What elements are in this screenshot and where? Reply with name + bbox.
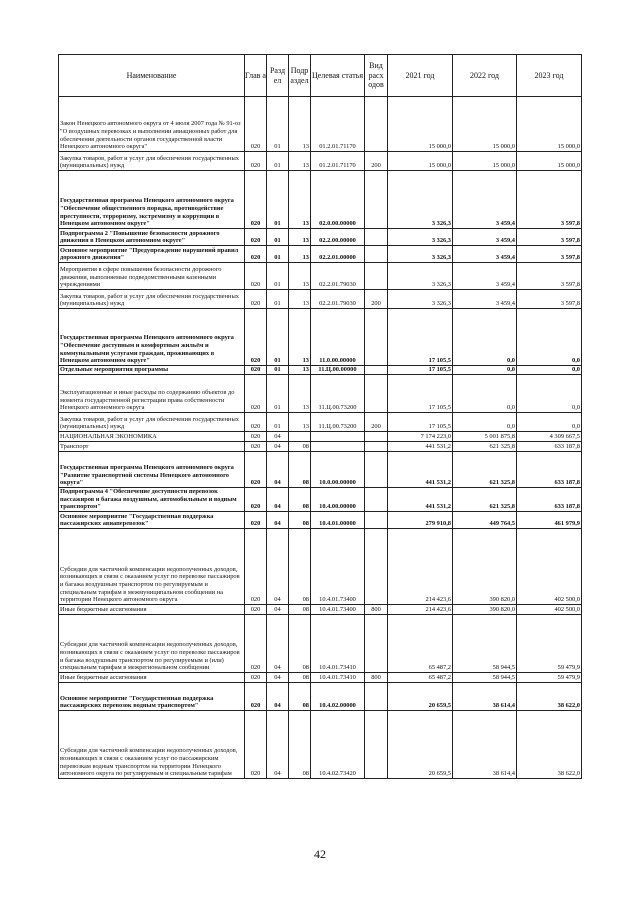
- row-name: Отдельные мероприятия программы: [59, 366, 245, 375]
- row-podrazdel: 13: [289, 152, 311, 171]
- row-expense-type: [365, 246, 388, 263]
- row-podrazdel: 08: [289, 452, 311, 488]
- row-target-article: 02.2.00.00000: [311, 229, 365, 246]
- row-target-article: 02.0.00.00000: [311, 171, 365, 229]
- row-2021: 20 659,5: [388, 711, 453, 779]
- row-target-article: 11.Ц.00.73200: [311, 375, 365, 413]
- row-2023: 3 597,8: [517, 263, 582, 290]
- row-razdel: 01: [267, 97, 289, 152]
- row-podrazdel: 13: [289, 290, 311, 309]
- row-2022: 3 459,4: [453, 263, 517, 290]
- row-2023: 402 500,0: [517, 529, 582, 605]
- header-target-article: Целевая статья: [311, 55, 365, 97]
- header-expense-type: Вид расх одов: [365, 55, 388, 97]
- row-2022: 621 325,8: [453, 442, 517, 452]
- row-expense-type: [365, 512, 388, 529]
- row-2022: 621 325,8: [453, 452, 517, 488]
- row-razdel: 01: [267, 246, 289, 263]
- table-row: [59, 432, 582, 442]
- row-razdel: 04: [267, 605, 289, 615]
- row-2022: 38 614,4: [453, 711, 517, 779]
- row-2021: 214 423,6: [388, 605, 453, 615]
- row-name: Закупка товаров, работ и услуг для обеспечения государственных (муниципальных) нужд: [59, 290, 245, 309]
- row-podrazdel: 13: [289, 171, 311, 229]
- row-2021: 15 000,0: [388, 152, 453, 171]
- row-2021: 441 531,2: [388, 488, 453, 512]
- row-expense-type: 200: [365, 413, 388, 432]
- row-2021: 441 531,2: [388, 442, 453, 452]
- table-row: [59, 442, 582, 452]
- row-name: Закупка товаров, работ и услуг для обеспечения государственных (муниципальных) нужд: [59, 152, 245, 171]
- row-name: Закон Ненецкого автономного округа от 4 июля 2007 года № 91-оз "О воздушных перевозках и выполнении авиационных работ для обеспечения деятельности органов государственной власти Ненецкого автономного округа": [59, 97, 245, 152]
- row-glava: 020: [245, 413, 267, 432]
- row-podrazdel: 13: [289, 375, 311, 413]
- row-2022: 5 001 875,8: [453, 432, 517, 442]
- row-2022: 15 000,0: [453, 152, 517, 171]
- table-row: [59, 615, 582, 673]
- row-razdel: 01: [267, 171, 289, 229]
- row-name: Субсидии для частичной компенсации недополученных доходов, возникающих в связи с оказанием услуг по перевозке пассажиров и багажа воздушным транспортом по регулируемым и специальным тарифам в межмуниципальном сообщении на территории Ненецкого автономного округа: [59, 529, 245, 605]
- row-target-article: 11.0.00.00000: [311, 309, 365, 366]
- row-glava: 020: [245, 229, 267, 246]
- row-2021: 3 326,3: [388, 290, 453, 309]
- table-row: [59, 366, 582, 375]
- row-name: Государственная программа Ненецкого автономного округа "Обеспечение общественного порядка, противодействие преступности, терроризму, экстремизму и коррупции в Ненецком автономном округе": [59, 171, 245, 229]
- row-target-article: 10.0.00.00000: [311, 452, 365, 488]
- table-row: [59, 97, 582, 152]
- row-2023: 38 622,0: [517, 711, 582, 779]
- row-razdel: 04: [267, 711, 289, 779]
- row-2023: 3 597,8: [517, 229, 582, 246]
- row-2022: 0,0: [453, 366, 517, 375]
- row-podrazdel: 08: [289, 488, 311, 512]
- row-2021: 15 000,0: [388, 97, 453, 152]
- row-glava: 020: [245, 290, 267, 309]
- row-name: Основное мероприятие "Государственная поддержка пассажирских авиаперевозок": [59, 512, 245, 529]
- row-name: Основное мероприятие "Государственная поддержка пассажирских перевозок водным транспортом": [59, 683, 245, 711]
- row-target-article: [311, 432, 365, 442]
- row-razdel: 04: [267, 673, 289, 683]
- row-target-article: 11.Ц.00.00000: [311, 366, 365, 375]
- row-target-article: 10.4.02.00000: [311, 683, 365, 711]
- row-podrazdel: 13: [289, 309, 311, 366]
- row-expense-type: [365, 615, 388, 673]
- row-podrazdel: 08: [289, 615, 311, 673]
- row-2021: 214 423,6: [388, 529, 453, 605]
- row-podrazdel: 13: [289, 263, 311, 290]
- row-2023: 0,0: [517, 309, 582, 366]
- page-number: 42: [314, 847, 326, 861]
- row-name: Транспорт: [59, 442, 245, 452]
- table-row: [59, 488, 582, 512]
- row-2021: 20 659,5: [388, 683, 453, 711]
- budget-table: [58, 54, 582, 779]
- row-target-article: [311, 442, 365, 452]
- row-2022: 449 764,5: [453, 512, 517, 529]
- row-expense-type: [365, 263, 388, 290]
- row-2023: 3 597,8: [517, 290, 582, 309]
- row-name: Подпрограмма 2 "Повышение безопасности дорожного движения в Ненецком автономном округе": [59, 229, 245, 246]
- header-podrazdel: Подр аздел: [289, 55, 311, 97]
- row-2022: 621 325,8: [453, 488, 517, 512]
- row-razdel: 04: [267, 432, 289, 442]
- row-razdel: 04: [267, 615, 289, 673]
- row-razdel: 04: [267, 488, 289, 512]
- row-2023: 38 622,0: [517, 683, 582, 711]
- row-expense-type: [365, 366, 388, 375]
- row-2021: 7 174 223,0: [388, 432, 453, 442]
- row-target-article: 01.2.01.71170: [311, 97, 365, 152]
- row-glava: 020: [245, 683, 267, 711]
- row-podrazdel: 08: [289, 442, 311, 452]
- row-2022: 390 820,0: [453, 605, 517, 615]
- table-row: [59, 711, 582, 779]
- row-podrazdel: 08: [289, 683, 311, 711]
- row-expense-type: [365, 97, 388, 152]
- row-glava: 020: [245, 152, 267, 171]
- row-expense-type: [365, 375, 388, 413]
- row-2021: 17 105,5: [388, 366, 453, 375]
- row-glava: 020: [245, 452, 267, 488]
- row-glava: 020: [245, 512, 267, 529]
- row-expense-type: [365, 683, 388, 711]
- row-podrazdel: 13: [289, 97, 311, 152]
- row-expense-type: 200: [365, 290, 388, 309]
- row-2023: 3 597,8: [517, 171, 582, 229]
- row-2021: 3 326,3: [388, 229, 453, 246]
- table-row: [59, 171, 582, 229]
- row-razdel: 01: [267, 375, 289, 413]
- row-razdel: 01: [267, 290, 289, 309]
- table-row: [59, 413, 582, 432]
- row-razdel: 04: [267, 512, 289, 529]
- table-row: [59, 290, 582, 309]
- row-name: Подпрограмма 4 "Обеспечение доступности перевозок пассажиров и багажа воздушным, автомобильным и водным транспортом": [59, 488, 245, 512]
- row-expense-type: [365, 309, 388, 366]
- row-2022: 38 614,4: [453, 683, 517, 711]
- row-2023: 15 000,0: [517, 97, 582, 152]
- row-podrazdel: 08: [289, 673, 311, 683]
- row-2023: 633 187,8: [517, 442, 582, 452]
- row-2021: 3 326,3: [388, 246, 453, 263]
- row-2021: 17 105,5: [388, 375, 453, 413]
- row-name: Эксплуатационные и иные расходы по содержанию объектов до момента государственной регистрации права собственности Ненецкого автономного округа: [59, 375, 245, 413]
- table-row: [59, 152, 582, 171]
- row-razdel: 01: [267, 152, 289, 171]
- row-glava: 020: [245, 711, 267, 779]
- row-2023: 59 479,9: [517, 673, 582, 683]
- row-name: Основное мероприятие "Предупреждение нарушений правил дорожного движения": [59, 246, 245, 263]
- row-2022: 0,0: [453, 375, 517, 413]
- table-row: [59, 673, 582, 683]
- row-target-article: 10.4.01.00000: [311, 512, 365, 529]
- row-2022: 15 000,0: [453, 97, 517, 152]
- table-row: [59, 375, 582, 413]
- header-2022: 2022 год: [453, 55, 517, 97]
- row-glava: 020: [245, 375, 267, 413]
- row-razdel: 01: [267, 263, 289, 290]
- row-expense-type: [365, 529, 388, 605]
- table-row: [59, 605, 582, 615]
- row-name: Мероприятия в сфере повышения безопасности дорожного движения, выполняемые подведомственными казенными учреждениями: [59, 263, 245, 290]
- row-podrazdel: 08: [289, 711, 311, 779]
- row-name: Иные бюджетные ассигнования: [59, 605, 245, 615]
- row-razdel: 04: [267, 683, 289, 711]
- row-2023: 0,0: [517, 375, 582, 413]
- row-expense-type: [365, 171, 388, 229]
- row-2023: 633 187,8: [517, 452, 582, 488]
- row-expense-type: [365, 229, 388, 246]
- row-podrazdel: 13: [289, 246, 311, 263]
- row-name: Иные бюджетные ассигнования: [59, 673, 245, 683]
- row-podrazdel: 08: [289, 512, 311, 529]
- row-2023: 633 187,8: [517, 488, 582, 512]
- row-target-article: 02.2.01.00000: [311, 246, 365, 263]
- header-2023: 2023 год: [517, 55, 582, 97]
- row-expense-type: [365, 452, 388, 488]
- table-row: [59, 309, 582, 366]
- row-glava: 020: [245, 442, 267, 452]
- row-glava: 020: [245, 366, 267, 375]
- row-podrazdel: 13: [289, 229, 311, 246]
- row-glava: 020: [245, 605, 267, 615]
- row-2021: 65 487,2: [388, 615, 453, 673]
- row-razdel: 04: [267, 442, 289, 452]
- row-razdel: 04: [267, 529, 289, 605]
- row-target-article: 10.4.01.73400: [311, 529, 365, 605]
- row-glava: 020: [245, 615, 267, 673]
- row-razdel: 01: [267, 413, 289, 432]
- row-2023: 59 479,9: [517, 615, 582, 673]
- row-2023: 0,0: [517, 413, 582, 432]
- row-razdel: 01: [267, 229, 289, 246]
- row-2021: 3 326,3: [388, 263, 453, 290]
- row-2021: 17 105,5: [388, 309, 453, 366]
- row-podrazdel: 08: [289, 529, 311, 605]
- row-2021: 3 326,3: [388, 171, 453, 229]
- row-target-article: 10.4.01.73400: [311, 605, 365, 615]
- row-podrazdel: 13: [289, 413, 311, 432]
- row-razdel: 04: [267, 452, 289, 488]
- row-glava: 020: [245, 432, 267, 442]
- row-name: Государственная программа Ненецкого автономного округа "Развитие транспортной системы Ненецкого автономного округа": [59, 452, 245, 488]
- row-name: Государственная программа Ненецкого автономного округа "Обеспечение доступным и комфортным жильём и коммунальными услугами граждан, проживающих в Ненецком автономном округе": [59, 309, 245, 366]
- row-target-article: 10.4.00.00000: [311, 488, 365, 512]
- table-row: [59, 512, 582, 529]
- row-glava: 020: [245, 309, 267, 366]
- row-target-article: 10.4.02.73420: [311, 711, 365, 779]
- row-expense-type: 200: [365, 152, 388, 171]
- table-row: [59, 683, 582, 711]
- row-razdel: 01: [267, 309, 289, 366]
- header-name: Наименование: [59, 55, 245, 97]
- row-expense-type: [365, 488, 388, 512]
- row-glava: 020: [245, 246, 267, 263]
- row-glava: 020: [245, 529, 267, 605]
- row-podrazdel: [289, 432, 311, 442]
- row-podrazdel: 08: [289, 605, 311, 615]
- row-2022: 3 459,4: [453, 229, 517, 246]
- row-glava: 020: [245, 488, 267, 512]
- row-2021: 65 487,2: [388, 673, 453, 683]
- row-razdel: 01: [267, 366, 289, 375]
- row-expense-type: 800: [365, 605, 388, 615]
- row-2023: 4 309 667,5: [517, 432, 582, 442]
- row-podrazdel: 13: [289, 366, 311, 375]
- row-name: Субсидии для частичной компенсации недополученных доходов, возникающих в связи с оказанием услуг по пассажирским перевозкам водным транспортом на территории Ненецкого автономного округа по регулируемым и специальным тарифам: [59, 711, 245, 779]
- row-glava: 020: [245, 171, 267, 229]
- row-expense-type: [365, 711, 388, 779]
- row-2022: 58 944,5: [453, 673, 517, 683]
- row-2022: 390 820,0: [453, 529, 517, 605]
- row-2021: 17 105,5: [388, 413, 453, 432]
- row-glava: 020: [245, 673, 267, 683]
- row-2023: 3 597,8: [517, 246, 582, 263]
- row-target-article: 02.2.01.79030: [311, 263, 365, 290]
- row-2023: 402 500,0: [517, 605, 582, 615]
- row-target-article: 01.2.01.71170: [311, 152, 365, 171]
- header-2021: 2021 год: [388, 55, 453, 97]
- row-name: НАЦИОНАЛЬНАЯ ЭКОНОМИКА: [59, 432, 245, 442]
- row-2021: 441 531,2: [388, 452, 453, 488]
- header-glava: Глав а: [245, 55, 267, 97]
- row-name: Субсидии для частичной компенсации недополученных доходов, возникающих в связи с оказанием услуг по перевозке пассажиров и багажа воздушным транспортом по регулируемым и (или) специальным тарифам в межрегиональном сообщении: [59, 615, 245, 673]
- row-expense-type: [365, 442, 388, 452]
- row-target-article: 10.4.01.73410: [311, 615, 365, 673]
- row-2021: 279 910,8: [388, 512, 453, 529]
- row-2022: 0,0: [453, 309, 517, 366]
- row-2023: 461 979,9: [517, 512, 582, 529]
- header-row: [59, 55, 582, 97]
- table-row: [59, 452, 582, 488]
- row-2023: 15 000,0: [517, 152, 582, 171]
- row-expense-type: [365, 432, 388, 442]
- row-target-article: 11.Ц.00.73200: [311, 413, 365, 432]
- row-glava: 020: [245, 263, 267, 290]
- row-target-article: 10.4.01.73410: [311, 673, 365, 683]
- row-2022: 0,0: [453, 413, 517, 432]
- row-2023: 0,0: [517, 366, 582, 375]
- row-2022: 58 944,5: [453, 615, 517, 673]
- table-row: [59, 529, 582, 605]
- row-name: Закупка товаров, работ и услуг для обеспечения государственных (муниципальных) нужд: [59, 413, 245, 432]
- row-expense-type: 800: [365, 673, 388, 683]
- row-target-article: 02.2.01.79030: [311, 290, 365, 309]
- row-2022: 3 459,4: [453, 246, 517, 263]
- row-2022: 3 459,4: [453, 290, 517, 309]
- row-glava: 020: [245, 97, 267, 152]
- row-2022: 3 459,4: [453, 171, 517, 229]
- header-razdel: Разд ел: [267, 55, 289, 97]
- table-row: [59, 263, 582, 290]
- table-row: [59, 229, 582, 246]
- table-row: [59, 246, 582, 263]
